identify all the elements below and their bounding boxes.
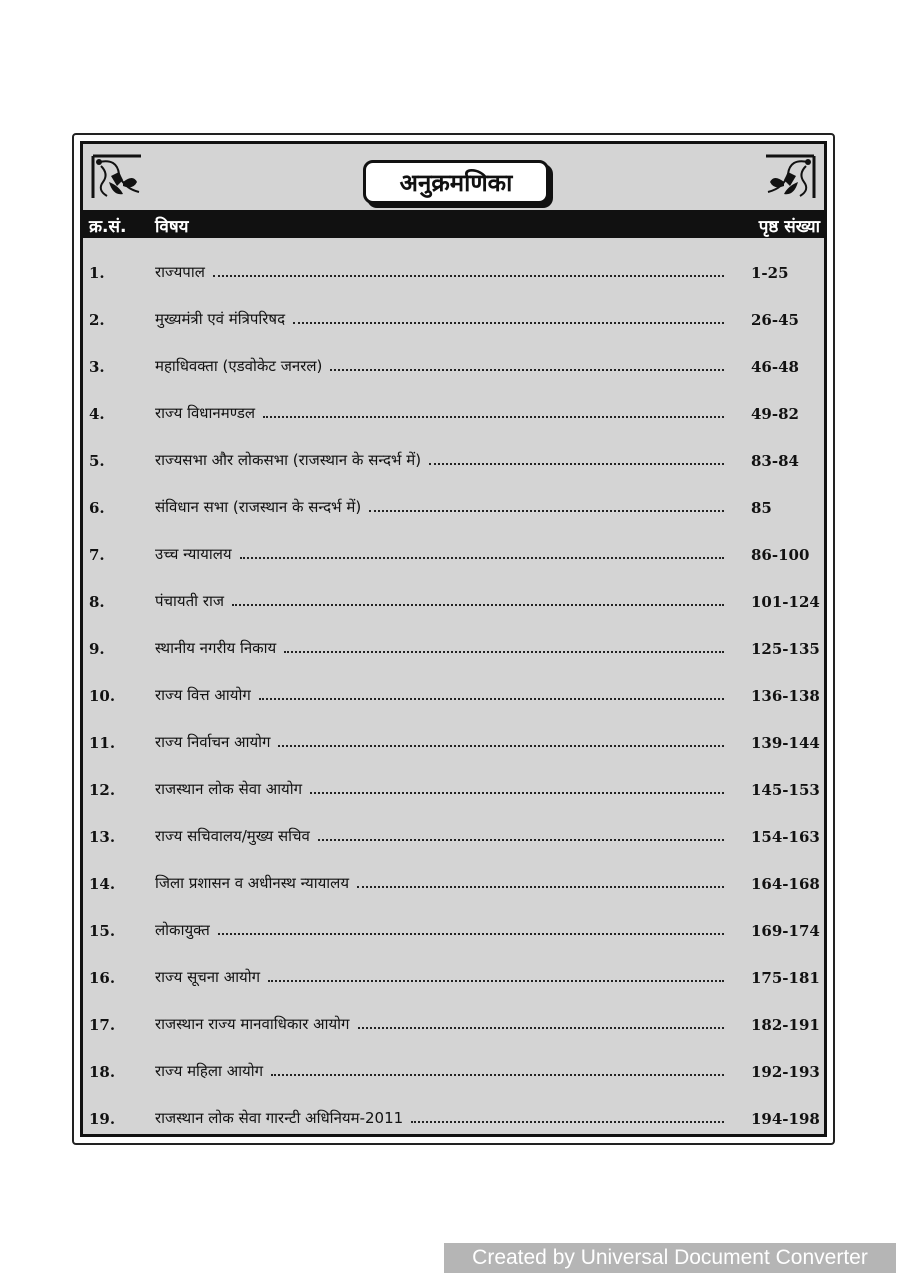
row-pages: 83-84 [751,452,799,470]
row-number: 4. [89,405,105,423]
row-subject: राज्य सूचना आयोग [155,968,261,986]
row-subject: जिला प्रशासन व अधीनस्थ न्यायालय [155,874,350,892]
row-subject: मुख्यमंत्री एवं मंत्रिपरिषद [155,310,286,328]
index-row [83,822,824,852]
row-pages: 169-174 [751,922,820,940]
row-subject: संविधान सभा (राजस्थान के सन्दर्भ में) [155,498,362,516]
row-number: 13. [89,828,116,846]
dot-leader [358,1026,724,1029]
row-subject: राजस्थान राज्य मानवाधिकार आयोग [155,1015,350,1033]
row-subject: राजस्थान लोक सेवा आयोग [155,780,303,798]
row-pages: 46-48 [751,358,799,376]
dot-leader [369,509,724,512]
row-pages: 139-144 [751,734,820,752]
row-pages: 175-181 [751,969,820,987]
row-number: 7. [89,546,105,564]
dot-leader [357,885,724,888]
dot-leader [240,556,724,559]
index-row [83,728,824,758]
table-header [83,210,824,238]
row-pages: 154-163 [751,828,820,846]
dot-leader [232,603,724,606]
dot-leader [278,744,724,747]
header-subject: विषय [155,217,189,237]
row-number: 16. [89,969,116,987]
row-subject: उच्च न्यायालय [155,545,232,563]
index-row [83,681,824,711]
index-frame [72,133,835,1145]
dot-leader [213,274,724,277]
row-subject: राज्य सचिवालय/मुख्य सचिव [155,827,310,845]
corner-ornament-left-icon [89,152,145,202]
row-number: 10. [89,687,116,705]
row-number: 3. [89,358,105,376]
row-number: 6. [89,499,105,517]
index-row [83,916,824,946]
dot-leader [330,368,724,371]
index-row [83,305,824,335]
index-row [83,352,824,382]
row-pages: 194-198 [751,1110,820,1128]
row-subject: राज्य विधानमण्डल [155,404,256,422]
index-row [83,493,824,523]
row-number: 5. [89,452,105,470]
row-pages: 1-25 [751,264,789,282]
row-subject: स्थानीय नगरीय निकाय [155,639,277,657]
dot-leader [268,979,724,982]
row-subject: पंचायती राज [155,592,224,610]
row-pages: 145-153 [751,781,820,799]
row-subject: लोकायुक्त [155,921,210,939]
index-row [83,1104,824,1134]
row-pages: 101-124 [751,593,820,611]
row-number: 17. [89,1016,116,1034]
row-number: 2. [89,311,105,329]
row-pages: 26-45 [751,311,799,329]
row-pages: 136-138 [751,687,820,705]
dot-leader [429,462,724,465]
index-title: अनुक्रमणिका [363,160,549,204]
row-number: 11. [89,734,116,752]
index-row [83,1010,824,1040]
row-number: 9. [89,640,105,658]
index-row [83,587,824,617]
row-pages: 85 [751,499,772,517]
row-subject: राज्यपाल [155,263,205,281]
row-number: 19. [89,1110,116,1128]
row-number: 1. [89,264,105,282]
row-pages: 125-135 [751,640,820,658]
dot-leader [293,321,724,324]
row-pages: 164-168 [751,875,820,893]
index-panel [80,141,827,1137]
converter-watermark: Created by Universal Document Converter [444,1243,896,1273]
row-number: 15. [89,922,116,940]
index-row [83,963,824,993]
dot-leader [271,1073,724,1076]
row-number: 14. [89,875,116,893]
dot-leader [284,650,724,653]
dot-leader [218,932,724,935]
row-number: 18. [89,1063,116,1081]
row-pages: 86-100 [751,546,810,564]
dot-leader [318,838,724,841]
row-pages: 192-193 [751,1063,820,1081]
index-row [83,540,824,570]
index-row [83,775,824,805]
index-row [83,869,824,899]
row-subject: राज्यसभा और लोकसभा (राजस्थान के सन्दर्भ में) [155,451,422,469]
dot-leader [310,791,724,794]
index-row [83,1057,824,1087]
index-row [83,399,824,429]
row-subject: राज्य वित्त आयोग [155,686,251,704]
row-subject: महाधिवक्ता (एडवोकेट जनरल) [155,357,323,375]
row-subject: राजस्थान लोक सेवा गारन्टी अधिनियम-2011 [155,1109,404,1127]
header-number: क्र.सं. [89,217,127,237]
row-subject: राज्य निर्वाचन आयोग [155,733,271,751]
row-number: 8. [89,593,105,611]
dot-leader [263,415,724,418]
index-row [83,258,824,288]
dot-leader [411,1120,724,1123]
header-page: पृष्ठ संख्या [758,217,820,237]
index-row [83,634,824,664]
row-subject: राज्य महिला आयोग [155,1062,264,1080]
corner-ornament-right-icon [762,152,818,202]
row-pages: 49-82 [751,405,799,423]
dot-leader [259,697,724,700]
row-pages: 182-191 [751,1016,820,1034]
index-row [83,446,824,476]
row-number: 12. [89,781,116,799]
